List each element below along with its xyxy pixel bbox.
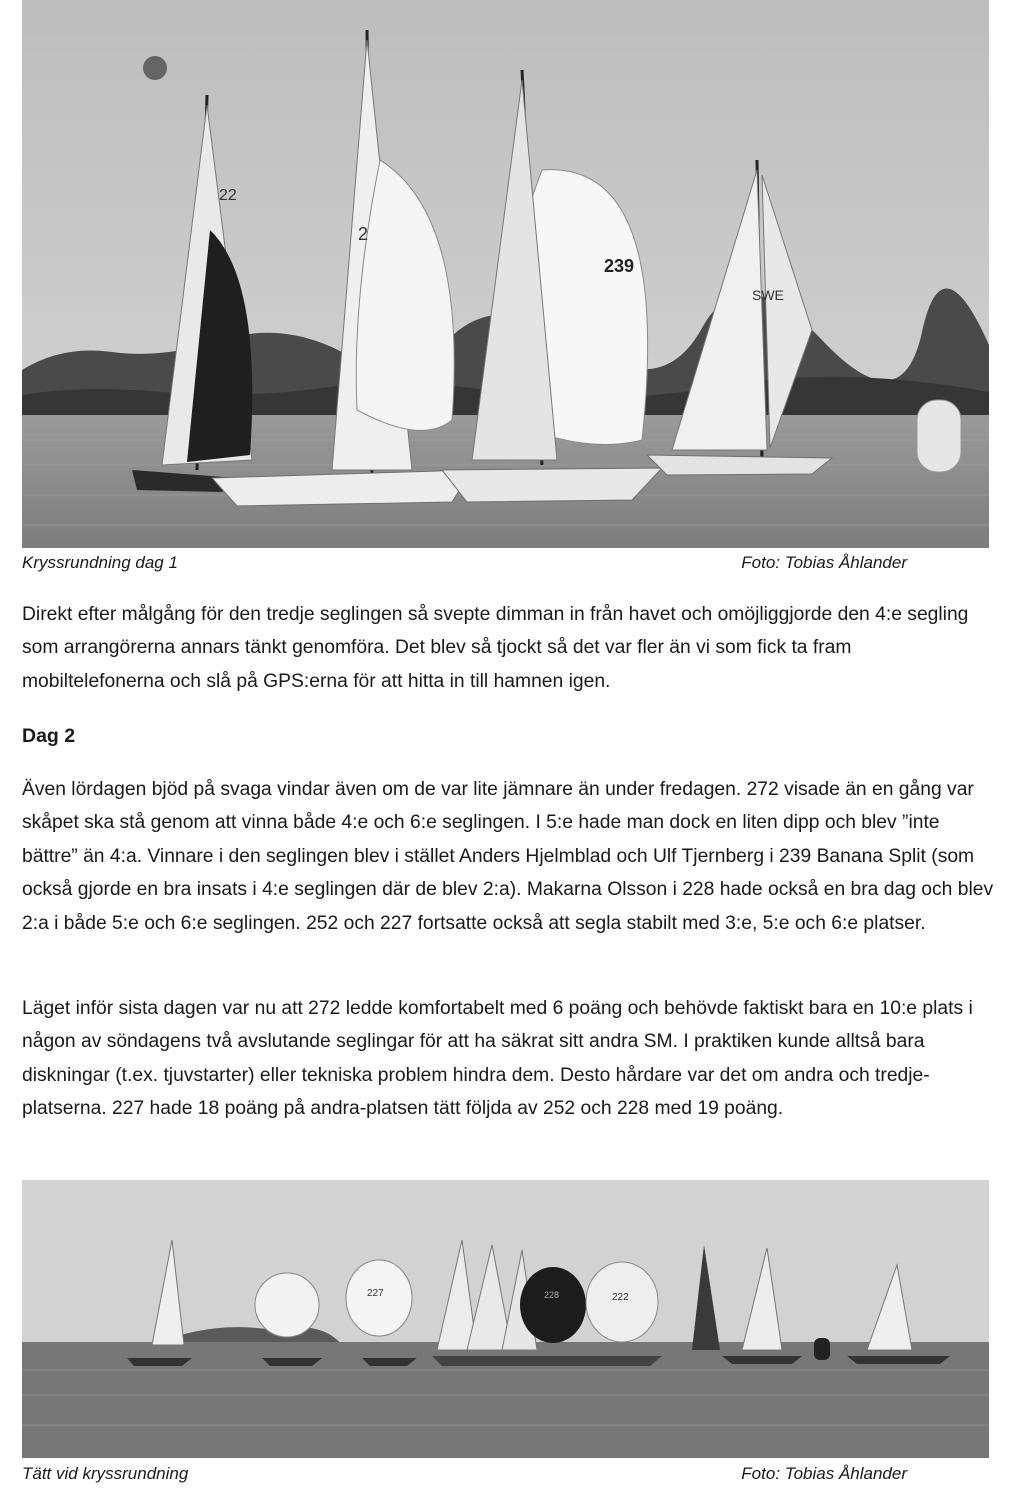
sail-number-2: 2 [358,224,369,244]
paragraph-saturday-results: Även lördagen bjöd på svaga vindar även om de var lite jämnare än under fredagen. 272 visade än en gång var skåpet ska stå genom att vinna både 4:e och 6:e seglingen. I 5:e hade man dock en liten dipp och blev ”inte bättre” än 4:a. Vinnare i den seglingen blev i stället Anders Hjelmblad och Ulf Tjernberg i 239 Banana Split (som också gjorde en bra insats i 4:e seglingen där de blev 2:a). Makarna Olsson i 228 hade också en bra dag och blev 2:a i både 5:e och 6:e seglingen. 252 och 227 fortsatte också att segla stabilt med 3:e, 5:e och 6:e platser. [22,779,994,934]
photo-2-credit: Foto: Tobias Åhlander [741,1464,907,1483]
photo-sailboats-mark-rounding [22,0,989,548]
photo-1-caption [22,553,907,573]
sail-number-swe: SWE [752,287,784,303]
spinnaker-number-239: 239 [604,256,635,276]
photo-2-caption [22,1464,907,1484]
photo-2-caption-text: Tätt vid kryssrundning [22,1464,189,1483]
photo-1-caption-text: Kryssrundning dag 1 [22,553,178,572]
spinnaker-227: 227 [367,1288,384,1299]
sail-number-1: 22 [219,187,237,204]
photo-1-credit: Foto: Tobias Åhlander [741,553,907,572]
photo-1-image [22,0,989,548]
paragraph-fog: Direkt efter målgång för den tredje seglingen så svepte dimman in från havet och omöjliggjorde den 4:e segling som arrangörerna annars tänkt genomföra. Det blev så tjockt så det var fler än vi som fick ta fram mobiltelefonerna och slå på GPS:erna för att hitta in till hamnen igen. [22,604,969,692]
paragraph-standings: Läget inför sista dagen var nu att 272 ledde komfortabelt med 6 poäng och behövde faktiskt bara en 10:e plats i någon av söndagens två avslutande seglingar för att ha säkrat sitt andra SM. I praktiken kunde alltså bara diskningar (t.ex. tjuvstarter) eller tekniska problem hindra dem. Desto hårdare var det om andra och tredje-platserna. 227 hade 18 poäng på andra-platsen tätt följda av 252 och 228 med 19 poäng. [22,998,973,1120]
photo-fleet-close-rounding [22,1180,989,1458]
spinnaker-222: 222 [612,1292,629,1303]
spinnaker-228: 228 [544,1290,560,1300]
heading-day-2: Dag 2 [22,725,76,747]
photo-2-image [22,1180,989,1458]
